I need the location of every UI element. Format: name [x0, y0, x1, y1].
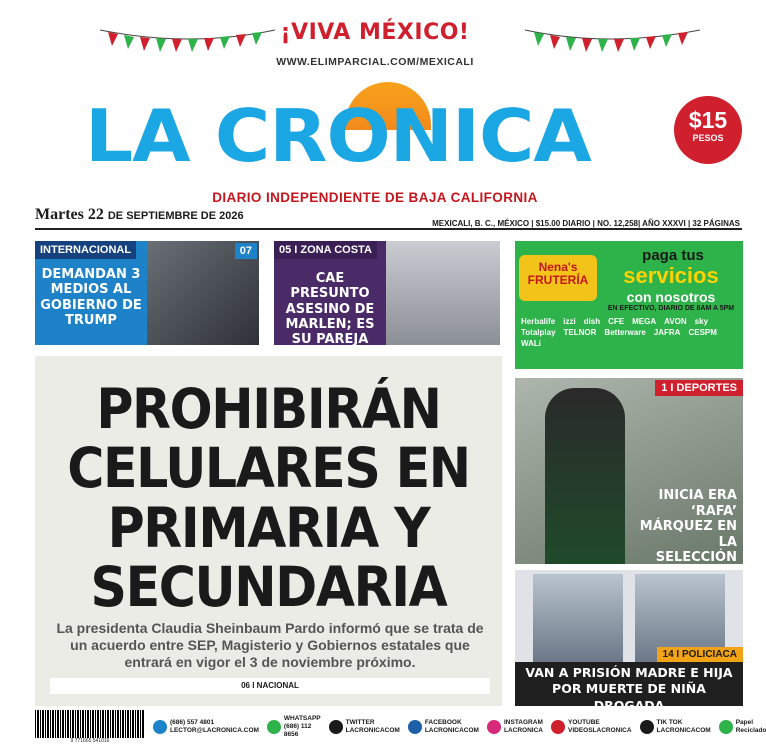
story-photo	[147, 241, 259, 345]
tiktok-icon	[640, 720, 654, 734]
contact-tiktok[interactable]: TIK TOK LACRONICACOM	[640, 719, 711, 735]
story-internacional[interactable]	[35, 241, 259, 345]
dateline	[35, 206, 244, 224]
player-photo	[545, 388, 625, 564]
phone-icon	[153, 720, 167, 734]
brand: Herbalife	[521, 317, 556, 326]
contact-facebook[interactable]: FACEBOOK LACRONICACOM	[408, 719, 479, 735]
story-text: DEMANDAN 3 MEDIOS AL GOBIERNO DE TRUMP	[40, 267, 142, 328]
story-text: VAN A PRISIÓN MADRE E HIJA POR MUERTE DE NIÑA DROGADA	[515, 662, 743, 706]
recycle-icon	[719, 720, 733, 734]
brand: izzi	[563, 317, 576, 326]
barcode	[35, 710, 145, 744]
newspaper-title: LA CRONICA	[85, 94, 591, 178]
brand: dish	[583, 317, 601, 326]
brand: CFE	[608, 317, 625, 326]
x-icon	[329, 720, 343, 734]
main-story[interactable]	[35, 356, 502, 706]
section-reference: 06 I NACIONAL	[50, 678, 490, 694]
contact-phone[interactable]: (686) 557 4801 LECTOR@LACRONICA.COM	[153, 719, 259, 735]
brand: sky	[694, 317, 709, 326]
contact-instagram[interactable]: INSTAGRAM LACRONICA	[487, 719, 543, 735]
price-badge	[674, 96, 742, 164]
story-deportes[interactable]	[515, 378, 743, 564]
footer	[35, 712, 766, 744]
fruteria-advertisement[interactable]	[515, 241, 743, 369]
fruteria-logo: Nena's FRUTERÍA	[519, 255, 597, 301]
brand: WALi	[521, 339, 541, 348]
instagram-icon	[487, 720, 501, 734]
story-label: INTERNACIONAL	[35, 241, 136, 259]
ad-line-1: paga tus	[642, 247, 704, 264]
main-summary: La presidenta Claudia Sheinbaum Pardo informó que se trata de un acuerdo entre SEP, Magisterio y Gobiernos estatales que entrará en vigor el 3 de noviembre próximo.	[56, 620, 484, 671]
brand: TELNOR	[563, 328, 597, 337]
site-url[interactable]: WWW.ELIMPARCIAL.COM/MEXICALI	[276, 56, 474, 68]
brand: Totalplay	[521, 328, 556, 337]
story-label: 05 I ZONA COSTA	[274, 241, 377, 259]
brand: CESPM	[688, 328, 717, 337]
header-divider	[35, 228, 742, 230]
facebook-icon	[408, 720, 422, 734]
story-photo	[386, 241, 500, 345]
masthead	[80, 82, 700, 192]
ad-line-3: con nosotros	[626, 289, 716, 305]
story-zona-costa[interactable]	[274, 241, 500, 348]
suspect-photo-1	[533, 574, 623, 662]
story-label: 1 I DEPORTES	[655, 380, 743, 396]
main-headline: PROHIBIRÁN CELULARES EN PRIMARIA Y SECUNDARIA	[67, 377, 470, 620]
youtube-icon	[551, 720, 565, 734]
story-label: 14 I POLICIACA	[657, 647, 743, 662]
ad-line-2: servicios	[623, 263, 719, 288]
price-unit: PESOS	[692, 133, 724, 143]
brand: JAFRA	[653, 328, 681, 337]
story-text: CAE PRESUNTO ASESINO DE MARLEN; ES SU PAREJA	[285, 271, 375, 348]
tagline: DIARIO INDEPENDIENTE DE BAJA CALIFORNIA	[212, 190, 538, 205]
contact-twitter[interactable]: TWITTER LACRONICACOM	[329, 719, 400, 735]
barcode-number: 9 771665 541016	[70, 738, 110, 744]
page-number: 07	[235, 243, 257, 259]
whatsapp-icon	[267, 720, 281, 734]
ad-line-4: EN EFECTIVO, DIARIO DE 8AM A 5PM	[607, 305, 735, 312]
ad-brand-list	[521, 317, 739, 348]
brand: Betterware	[604, 328, 646, 337]
recycled-paper-note: Papel Reciclado	[719, 719, 766, 735]
contact-youtube[interactable]: YOUTUBE VIDEOSLACRONICA	[551, 719, 632, 735]
story-text: INICIA ERA ‘RAFA’ MÁRQUEZ EN LA SELECCIÓN	[639, 488, 737, 566]
banner-viva-mexico: ¡VIVA MÉXICO!	[280, 20, 470, 45]
date-rest: DE SEPTIEMBRE DE 2026	[107, 210, 244, 222]
contact-whatsapp[interactable]: WHATSAPP (686) 112 8656	[267, 715, 321, 739]
publication-info: MEXICALI, B. C., MÉXICO | $15.00 DIARIO | NO. 12,258| AÑO XXXVI | 32 PÁGINAS	[432, 219, 740, 228]
brand: AVON	[664, 317, 687, 326]
date-main: Martes 22	[35, 206, 104, 223]
price-value: $15	[688, 107, 728, 133]
story-policiaca[interactable]	[515, 570, 743, 713]
barcode-bars	[35, 710, 145, 738]
brand: MEGA	[632, 317, 657, 326]
